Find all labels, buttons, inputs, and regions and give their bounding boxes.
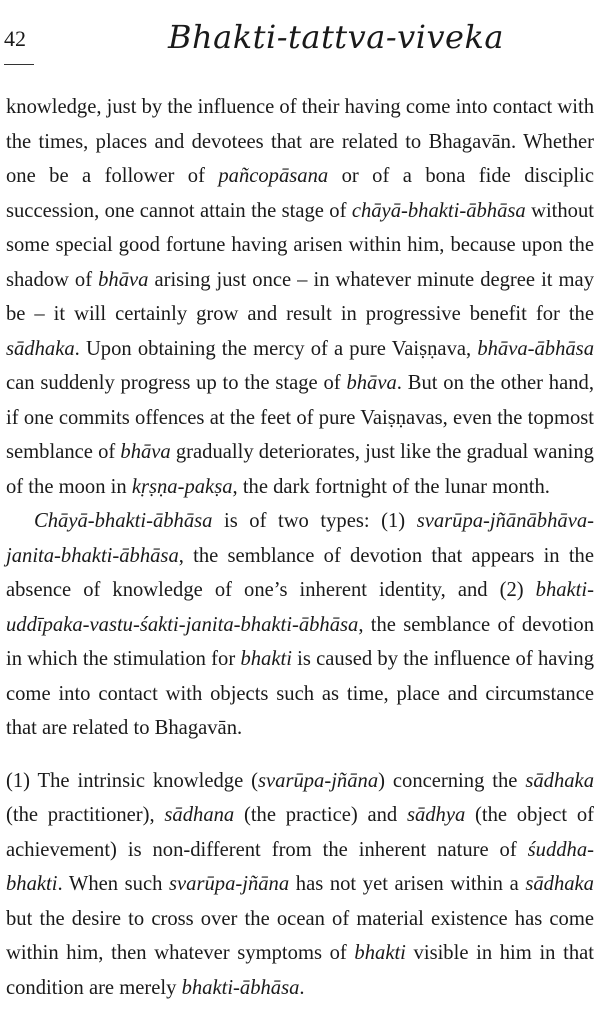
italic-term: svarūpa-jñāna — [169, 873, 290, 895]
body-text — [6, 90, 594, 1005]
text-run: . Upon obtaining the mercy of a pure Vaiṣṇava, — [74, 337, 478, 360]
text-run: visible in him in that condition are merely — [6, 942, 594, 999]
text-run: . — [299, 976, 305, 999]
page-number: 42 — [4, 26, 26, 51]
text-run: . But on the other hand, if one commits offences at the feet of pure Vaiṣṇavas, even the topmost semblance of — [6, 372, 594, 463]
text-run: or of a bona fide disciplic succession, one cannot attain the stage of — [6, 165, 594, 222]
italic-term: śuddha-bhakti — [6, 838, 594, 895]
text-run: is caused by the influence of having come into contact with objects such as time, place and circumstance that are related to Bhagavān. — [6, 648, 594, 739]
text-run: , the dark fortnight of the lunar month. — [232, 475, 550, 498]
text-run: can suddenly progress up to the stage of — [6, 372, 347, 394]
paragraph — [6, 504, 594, 746]
text-run: arising just once – in whatever minute degree it may be – it will certainly grow and result in progressive benefit for the — [6, 268, 594, 325]
italic-term: kṛṣṇa-pakṣa — [131, 475, 233, 498]
italic-term: bhakti-uddīpaka-vastu-śakti-janita-bhakti-ābhāsa — [6, 579, 594, 636]
text-run: ) concerning the — [378, 769, 526, 792]
paragraph — [6, 764, 594, 1006]
italic-term: sādhaka — [6, 337, 75, 360]
italic-term: bhāva — [120, 441, 171, 463]
running-title: Bhakti-tattva-viveka — [168, 18, 504, 56]
italic-term: chāyā-bhakti-ābhāsa — [351, 199, 526, 222]
italic-term: sādhaka — [525, 873, 594, 895]
text-run: (the practice) and — [234, 804, 407, 826]
italic-term: bhakti-ābhāsa — [181, 976, 300, 999]
header-rule — [4, 64, 34, 65]
paragraph — [6, 90, 594, 504]
text-run: without some special good fortune having arisen within him, because upon the shadow of — [6, 199, 595, 291]
italic-term: Chāyā-bhakti-ābhāsa — [34, 510, 213, 532]
italic-term: svarūpa-jñāna — [258, 769, 379, 792]
text-run: gradually deteriorates, just like the gradual waning of the moon in — [6, 441, 594, 498]
italic-term: svarūpa-jñānābhāva-janita-bhakti-ābhāsa — [6, 510, 594, 567]
italic-term: bhāva — [346, 372, 397, 394]
text-run: (the object of achievement) is non-different from the inherent nature of — [6, 804, 595, 861]
italic-term: bhakti — [354, 942, 406, 964]
text-run: but the desire to cross over the ocean of material existence has come within him, then whatever symptoms of — [6, 907, 594, 964]
text-run: knowledge, just by the influence of their having come into contact with the times, places and devotees that are related to Bhagavān. Whether one be a follower of — [6, 96, 594, 187]
text-run: (1) The intrinsic knowledge ( — [6, 769, 258, 792]
italic-term: sādhana — [164, 804, 235, 826]
text-run: is of two types: (1) — [212, 510, 417, 532]
text-run: (the practitioner), — [6, 804, 165, 826]
italic-term: pañcopāsana — [218, 165, 329, 187]
text-run: , the semblance of devotion in which the stimulation for — [6, 613, 594, 670]
italic-term: bhāva — [98, 268, 149, 291]
italic-term: sādhya — [406, 804, 466, 826]
text-run: , the semblance of devotion that appears in the absence of knowledge of one’s inherent identity, and (2) — [6, 544, 594, 601]
text-run: . When such — [57, 873, 170, 895]
italic-term: bhāva-ābhāsa — [477, 337, 594, 360]
italic-term: bhakti — [240, 648, 292, 670]
text-run: has not yet arisen within a — [289, 873, 526, 895]
italic-term: sādhaka — [525, 769, 594, 792]
page-header — [0, 18, 600, 60]
